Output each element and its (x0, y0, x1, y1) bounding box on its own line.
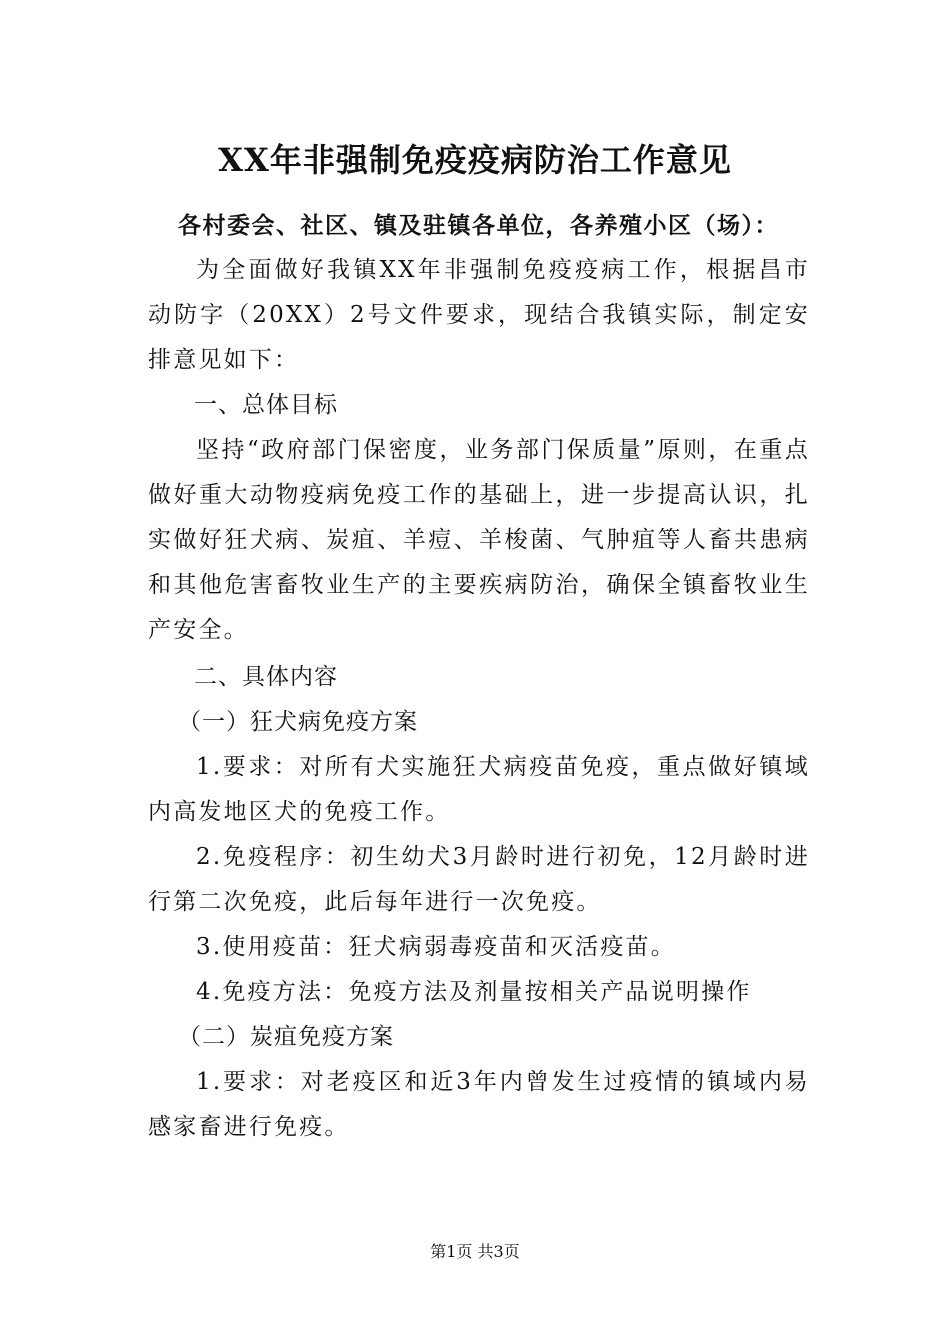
anthrax-requirement: 1.要求：对老疫区和近3年内曾发生过疫情的镇域内易感家畜进行免疫。 (148, 1069, 810, 1140)
section-heading-goals: 一、总体目标 (194, 392, 338, 418)
salutation: 各村委会、社区、镇及驻镇各单位，各养殖小区（场）： (178, 212, 779, 239)
page-footer: 第1页 共3页 (430, 1242, 520, 1261)
rabies-requirement: 1.要求：对所有犬实施狂犬病疫苗免疫，重点做好镇域内高发地区犬的免疫工作。 (148, 754, 810, 825)
intro-paragraph: 为全面做好我镇XX年非强制免疫疫病工作，根据昌市动防字（20XX）2号文件要求，现结合我镇实际，制定安排意见如下： (148, 257, 810, 373)
rabies-method: 4.免疫方法：免疫方法及剂量按相关产品说明操作 (196, 979, 752, 1005)
rabies-vaccine: 3.使用疫苗：狂犬病弱毒疫苗和灭活疫苗。 (196, 934, 676, 960)
subsection-heading-anthrax: （二）炭疽免疫方案 (178, 1024, 394, 1050)
section-heading-content: 二、具体内容 (194, 664, 338, 690)
rabies-procedure: 2.免疫程序：初生幼犬3月龄时进行初免，12月龄时进行第二次免疫，此后每年进行一次免疫。 (148, 844, 810, 915)
goals-paragraph: 坚持“政府部门保密度，业务部门保质量”原则，在重点做好重大动物疫病免疫工作的基础上，进一步提高认识，扎实做好狂犬病、炭疽、羊痘、羊梭菌、气肿疽等人畜共患病和其他危害畜牧业生产的主要疾病防治，确保全镇畜牧业生产安全。 (148, 437, 810, 643)
document-title: XX年非强制免疫疫病防治工作意见 (218, 141, 732, 179)
subsection-heading-rabies: （一）狂犬病免疫方案 (178, 709, 418, 735)
